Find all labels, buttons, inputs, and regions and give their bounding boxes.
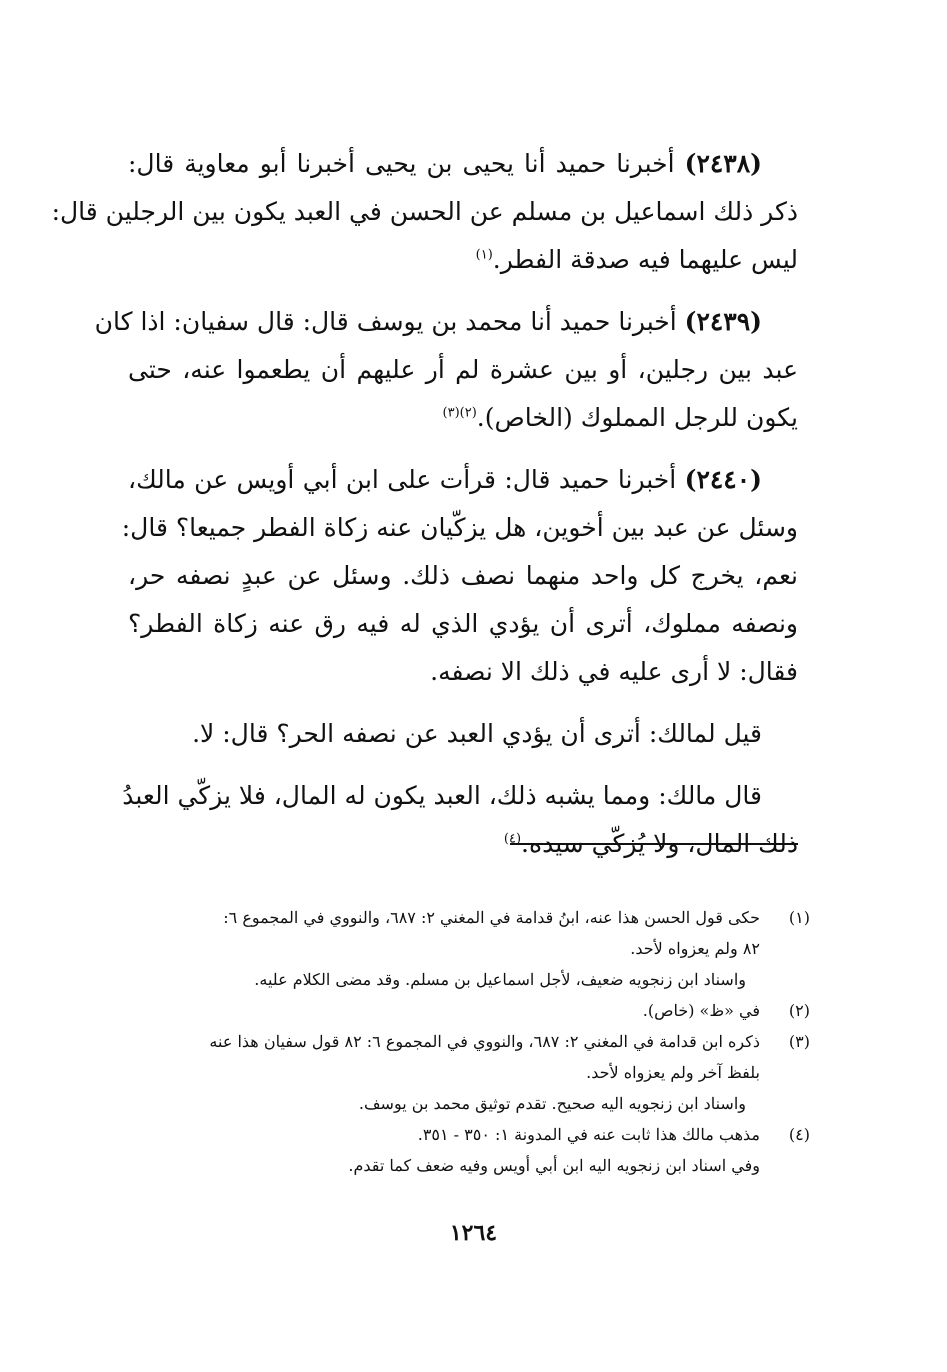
footnote-text-line: وفي اسناد ابن زنجويه اليه ابن أبي أويس وفيه ضعف كما تقدم. [348,1156,760,1175]
footnote-reference[interactable]: (٤) [503,831,522,847]
hadith-2439 [94,298,798,442]
hadith-text-line: وسئل عن عبد بين أخوين، هل يزكّيان عنه زكاة الفطر جميعا؟ قال: [121,513,798,542]
footnote-reference[interactable]: (١) [475,247,493,263]
hadith-text-line: ليس عليهما فيه صدقة الفطر. [492,245,798,274]
hadith-text-line: يكون للرجل المملوك (الخاص). [476,403,798,432]
footnote-marker: (١) [788,908,810,927]
footnote-3 [128,1026,810,1119]
main-text [51,140,798,882]
hadith-text-line: نعم، يخرج كل واحد منهما نصف ذلك. وسئل عن عبدٍ نصفه حر، [128,561,798,590]
footnote-marker: (٢) [788,1001,810,1020]
paragraph-text-line: قال مالك: ومما يشبه ذلك، العبد يكون له المال، فلا يزكّي العبدُ [122,781,762,810]
paragraph-text-line: قيل لمالك: أترى أن يؤدي العبد عن نصفه الحر؟ قال: لا. [192,719,762,748]
hadith-text-line: أخبرنا حميد أنا محمد بن يوسف قال: قال سفيان: اذا كان [94,307,677,336]
hadith-number: (٢٤٣٩) [684,307,762,336]
hadith-number: (٢٤٣٨) [684,149,762,178]
footnote-text-line: ذكره ابن قدامة في المغني ٢: ٦٨٧، والنووي في المجموع ٦: ٨٢ قول سفيان هذا عنه [209,1032,760,1051]
footnote-text-line: بلفظ آخر ولم يعزواه لأحد. [586,1063,760,1082]
footnote-marker: (٣) [788,1032,810,1051]
page-number: ١٢٦٤ [449,1220,498,1246]
footnote-reference[interactable]: (٢)(٣) [442,405,477,421]
footnote-1 [128,902,810,995]
paragraph-malik-saying [122,772,798,868]
hadith-text-line: أخبرنا حميد أنا يحيى بن يحيى أخبرنا أبو معاوية قال: [128,149,675,178]
hadith-text-line: أخبرنا حميد قال: قرأت على ابن أبي أويس عن مالك، [128,465,677,494]
footnote-text-line: واسناد ابن زنجويه ضعيف، لأجل اسماعيل بن مسلم. وقد مضى الكلام عليه. [254,970,746,989]
footnote-text-line: مذهب مالك هذا ثابت عنه في المدونة ١: ٣٥٠ - ٣٥١. [417,1125,760,1144]
paragraph-text-line: ذلك المال، ولا يُزكّي سيده. [521,829,798,858]
footnote-text-line: حكى قول الحسن هذا عنه، ابنُ قدامة في المغني ٢: ٦٨٧، والنووي في المجموع ٦: [223,908,760,927]
footnote-text-line: واسناد ابن زنجويه اليه صحيح. تقدم توثيق محمد بن يوسف. [358,1094,746,1113]
hadith-2438 [51,140,798,284]
hadith-text-line: ذكر ذلك اسماعيل بن مسلم عن الحسن في العبد يكون بين الرجلين قال: [51,197,798,226]
hadith-2440 [121,456,798,696]
hadith-number: (٢٤٤٠) [684,465,762,494]
footnote-separator [510,843,798,845]
hadith-text-line: فقال: لا أرى عليه في ذلك الا نصفه. [430,657,798,686]
footnote-marker: (٤) [788,1125,810,1144]
footnote-4 [128,1119,810,1181]
paragraph-malik-question [128,710,798,758]
footnote-text-line: ٨٢ ولم يعزواه لأحد. [630,939,760,958]
footnotes [128,902,810,1181]
footnote-text-line: في «ظ» (خاص). [642,1001,760,1020]
hadith-text-line: ونصفه مملوك، أترى أن يؤدي الذي له فيه رق عنه زكاة الفطر؟ [128,609,798,638]
footnote-2 [128,995,810,1026]
hadith-text-line: عبد بين رجلين، أو بين عشرة لم أر عليهم أن يطعموا عنه، حتى [128,355,798,384]
